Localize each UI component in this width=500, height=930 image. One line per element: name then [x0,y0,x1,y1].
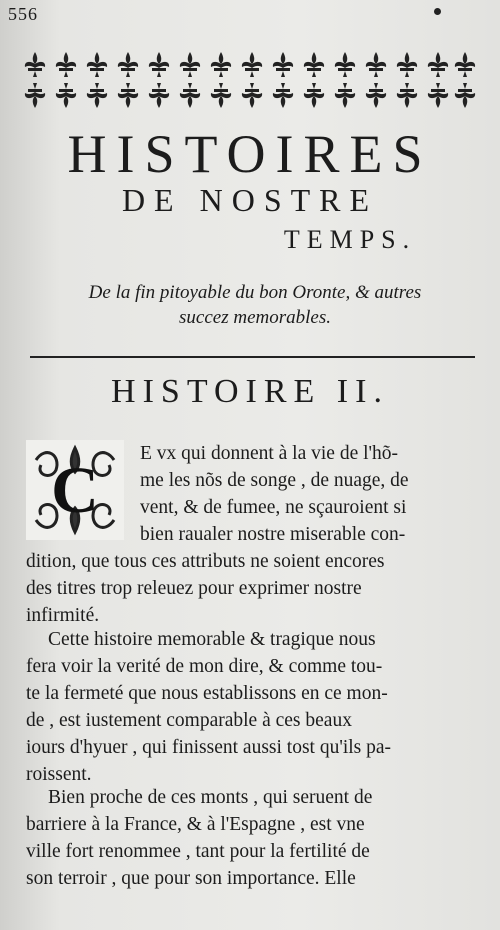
paragraph-2 [26,626,481,788]
text-line: E vx qui donnent à la vie de l'hõ- [140,443,399,464]
paragraph-1-full [26,548,481,629]
decorated-initial-c [26,440,124,540]
ink-spot [434,8,441,15]
text-line: barriere à la France, & à l'Espagne , est vne [26,814,365,835]
text-line: ville fort renommee , tant pour la fertilité de [26,841,370,862]
text-line: vent, & de fumee, ne sçauroient si [140,497,407,518]
subtitle [40,280,470,330]
svg-text:C: C [51,454,99,527]
text-line: son terroir , que pour son importance. Elle [26,868,356,889]
title-line-2: DE NOSTRE [121,182,379,218]
page-number: 556 [8,4,38,24]
text-line: Bien proche de ces monts , qui seruent de [48,787,373,808]
text-line: me les nõs de songe , de nuage, de [140,470,409,491]
text-line: des titres trop releuez pour exprimer nostre [26,578,362,599]
subtitle-line-1: De la fin pitoyable du bon Oronte, & autres [88,282,422,303]
paragraph-3 [26,784,481,892]
text-line: dition, que tous ces attributs ne soient encores [26,551,385,572]
fleuron-border-ornament [20,50,480,110]
text-line: de , est iustement comparable à ces beaux [26,710,352,731]
paragraph-1-wrapped [140,440,480,548]
text-line: fera voir la verité de mon dire, & comme tou- [26,656,383,677]
section-title: HISTOIRE II. [111,373,389,410]
text-line: roissent. [26,764,92,785]
title-line-1: HISTOIRES [67,124,433,184]
text-line: bien raualer nostre miserable con- [140,524,406,545]
subtitle-line-2: succez memorables. [179,307,331,328]
horizontal-rule [30,356,475,358]
text-line: te la fermeté que nous establissons en ce mon- [26,683,388,704]
text-line: iours d'hyuer , qui finissent aussi tost qu'ils pa- [26,737,392,758]
text-line: infirmité. [26,605,100,626]
title-line-3: TEMPS. [283,225,417,254]
text-line: Cette histoire memorable & tragique nous [48,629,376,650]
